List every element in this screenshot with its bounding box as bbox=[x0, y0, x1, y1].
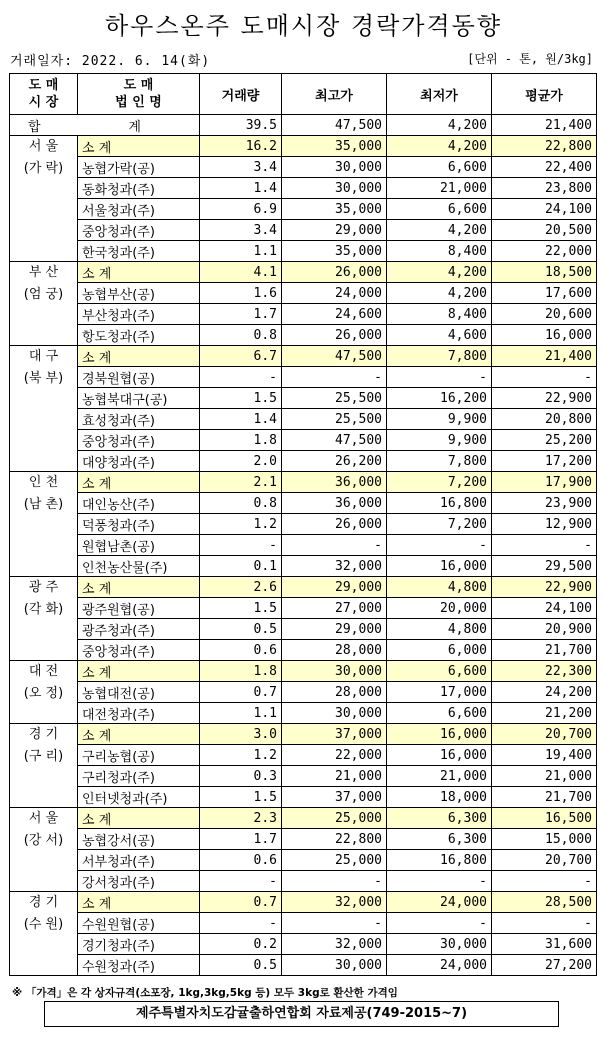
volume-cell: 1.6 bbox=[200, 283, 282, 304]
volume-cell: 3.4 bbox=[200, 157, 282, 178]
volume-cell: - bbox=[200, 367, 282, 388]
header-market-line2: 시 장 bbox=[28, 95, 59, 110]
market-name: 인 천 bbox=[28, 475, 59, 490]
min-price-cell: 21,000 bbox=[387, 766, 492, 787]
max-price-cell: 47,500 bbox=[282, 430, 387, 451]
volume-cell: 1.8 bbox=[200, 661, 282, 682]
min-price-cell: 24,000 bbox=[387, 892, 492, 913]
market-cell bbox=[10, 472, 78, 577]
corp-name: 소 계 bbox=[78, 346, 200, 367]
min-price-cell: 18,000 bbox=[387, 787, 492, 808]
avg-price-cell: - bbox=[492, 367, 597, 388]
avg-price-cell: - bbox=[492, 535, 597, 556]
subtotal-row bbox=[10, 808, 597, 829]
market-name: 서 울 bbox=[28, 139, 59, 154]
corp-name: 소 계 bbox=[78, 262, 200, 283]
corp-name: 구리청과(주) bbox=[78, 766, 200, 787]
min-price-cell: 8,400 bbox=[387, 304, 492, 325]
max-price-cell: 30,000 bbox=[282, 955, 387, 976]
avg-price-cell: 17,200 bbox=[492, 451, 597, 472]
min-price-cell: - bbox=[387, 367, 492, 388]
volume-cell: 1.5 bbox=[200, 787, 282, 808]
min-price-cell: 9,900 bbox=[387, 409, 492, 430]
avg-price-cell: 22,900 bbox=[492, 577, 597, 598]
corp-name: 인터넷청과(주) bbox=[78, 787, 200, 808]
table-row bbox=[10, 640, 597, 661]
avg-price-cell: 22,400 bbox=[492, 157, 597, 178]
avg-price-cell: 16,500 bbox=[492, 808, 597, 829]
avg-price-cell: 22,300 bbox=[492, 661, 597, 682]
volume-cell: 1.8 bbox=[200, 430, 282, 451]
corp-name: 효성청과(주) bbox=[78, 409, 200, 430]
header-market-line1: 도 매 bbox=[28, 78, 59, 93]
market-name: 대 전 bbox=[28, 664, 59, 679]
corp-name: 농협대전(공) bbox=[78, 682, 200, 703]
market-cell bbox=[10, 136, 78, 262]
max-price-cell: 47,500 bbox=[282, 346, 387, 367]
header-corp-line1: 도 매 bbox=[123, 78, 154, 93]
volume-cell: 1.5 bbox=[200, 388, 282, 409]
table-row bbox=[10, 514, 597, 535]
corp-name: 광주청과(주) bbox=[78, 619, 200, 640]
max-price-cell: 24,600 bbox=[282, 304, 387, 325]
min-price-cell: 4,200 bbox=[387, 262, 492, 283]
min-price-cell: 7,200 bbox=[387, 472, 492, 493]
subtotal-row bbox=[10, 262, 597, 283]
max-price-cell: 24,000 bbox=[282, 283, 387, 304]
avg-price-cell: 21,700 bbox=[492, 640, 597, 661]
market-cell bbox=[10, 724, 78, 808]
avg-price-cell: 23,800 bbox=[492, 178, 597, 199]
volume-cell: 2.3 bbox=[200, 808, 282, 829]
max-price-cell: 37,000 bbox=[282, 724, 387, 745]
max-price-cell: 35,000 bbox=[282, 241, 387, 262]
avg-price-cell: 20,900 bbox=[492, 619, 597, 640]
table-row bbox=[10, 199, 597, 220]
total-row bbox=[10, 115, 597, 136]
max-price-cell: - bbox=[282, 871, 387, 892]
subtotal-row bbox=[10, 661, 597, 682]
corp-name: 소 계 bbox=[78, 577, 200, 598]
corp-name: 농협부산(공) bbox=[78, 283, 200, 304]
table-row bbox=[10, 493, 597, 514]
avg-price-cell: 19,400 bbox=[492, 745, 597, 766]
table-row bbox=[10, 745, 597, 766]
table-row bbox=[10, 787, 597, 808]
max-price-cell: - bbox=[282, 367, 387, 388]
table-row bbox=[10, 766, 597, 787]
volume-cell: 1.1 bbox=[200, 241, 282, 262]
max-price-cell: 30,000 bbox=[282, 157, 387, 178]
price-table bbox=[9, 73, 597, 976]
min-price-cell: 16,200 bbox=[387, 388, 492, 409]
volume-cell: 0.5 bbox=[200, 955, 282, 976]
corp-name: 중앙청과(주) bbox=[78, 220, 200, 241]
min-price-cell: 4,200 bbox=[387, 220, 492, 241]
volume-cell: 0.6 bbox=[200, 640, 282, 661]
max-price-cell: 36,000 bbox=[282, 493, 387, 514]
max-price-cell: 28,000 bbox=[282, 640, 387, 661]
market-cell bbox=[10, 577, 78, 661]
corp-name: 대양청과(주) bbox=[78, 451, 200, 472]
avg-price-cell: - bbox=[492, 871, 597, 892]
min-price-cell: 16,800 bbox=[387, 850, 492, 871]
avg-price-cell: - bbox=[492, 913, 597, 934]
max-price-cell: 35,000 bbox=[282, 199, 387, 220]
min-price-cell: 7,800 bbox=[387, 451, 492, 472]
corp-name: 수원원협(공) bbox=[78, 913, 200, 934]
max-price-cell: 26,000 bbox=[282, 514, 387, 535]
min-price-cell: 4,200 bbox=[387, 136, 492, 157]
volume-cell: 1.5 bbox=[200, 598, 282, 619]
header-avg: 평균가 bbox=[492, 74, 597, 115]
market-area: (구 리) bbox=[23, 749, 64, 764]
market-cell bbox=[10, 661, 78, 724]
avg-price-cell: 29,500 bbox=[492, 556, 597, 577]
min-price-cell: 4,200 bbox=[387, 283, 492, 304]
table-row bbox=[10, 430, 597, 451]
max-price-cell: 25,000 bbox=[282, 850, 387, 871]
max-price-cell: 28,000 bbox=[282, 682, 387, 703]
avg-price-cell: 22,000 bbox=[492, 241, 597, 262]
market-cell bbox=[10, 262, 78, 346]
subtotal-row bbox=[10, 346, 597, 367]
table-row bbox=[10, 535, 597, 556]
min-price-cell: 16,800 bbox=[387, 493, 492, 514]
market-area: (가 락) bbox=[23, 161, 64, 176]
table-row bbox=[10, 934, 597, 955]
table-row bbox=[10, 157, 597, 178]
max-price-cell: 30,000 bbox=[282, 703, 387, 724]
volume-cell: - bbox=[200, 871, 282, 892]
max-price-cell: 36,000 bbox=[282, 472, 387, 493]
header-min: 최저가 bbox=[387, 74, 492, 115]
volume-cell: 0.8 bbox=[200, 325, 282, 346]
subtotal-row bbox=[10, 472, 597, 493]
volume-cell: 6.7 bbox=[200, 346, 282, 367]
table-row bbox=[10, 955, 597, 976]
corp-name: 소 계 bbox=[78, 808, 200, 829]
max-price-cell: 26,200 bbox=[282, 451, 387, 472]
market-name: 부 산 bbox=[28, 265, 59, 280]
header-volume: 거래량 bbox=[200, 74, 282, 115]
volume-cell: 6.9 bbox=[200, 199, 282, 220]
min-price-cell: 16,000 bbox=[387, 556, 492, 577]
min-price-cell: 17,000 bbox=[387, 682, 492, 703]
avg-price-cell: 28,500 bbox=[492, 892, 597, 913]
avg-price-cell: 27,200 bbox=[492, 955, 597, 976]
volume-cell: 1.7 bbox=[200, 304, 282, 325]
min-price-cell: 6,600 bbox=[387, 661, 492, 682]
min-price-cell: 4,800 bbox=[387, 577, 492, 598]
table-row bbox=[10, 409, 597, 430]
volume-cell: 3.0 bbox=[200, 724, 282, 745]
footnote: ※ 「가격」은 각 상자규격(소포장, 1kg,3kg,5kg 등) 모두 3kg로 환산한 가격임 bbox=[12, 987, 398, 999]
avg-price-cell: 23,900 bbox=[492, 493, 597, 514]
corp-name: 서울청과(주) bbox=[78, 199, 200, 220]
market-area: (오 정) bbox=[23, 686, 64, 701]
market-area: (엄 궁) bbox=[23, 287, 64, 302]
volume-cell: 0.7 bbox=[200, 682, 282, 703]
avg-price-cell: 15,000 bbox=[492, 829, 597, 850]
volume-cell: 4.1 bbox=[200, 262, 282, 283]
corp-name: 원협남촌(공) bbox=[78, 535, 200, 556]
table-row bbox=[10, 325, 597, 346]
avg-price-cell: 24,100 bbox=[492, 598, 597, 619]
corp-name: 소 계 bbox=[78, 724, 200, 745]
min-price-cell: 6,000 bbox=[387, 640, 492, 661]
min-price-cell: 21,000 bbox=[387, 178, 492, 199]
max-price-cell: 26,000 bbox=[282, 262, 387, 283]
market-name: 경 기 bbox=[28, 895, 59, 910]
max-price-cell: 30,000 bbox=[282, 661, 387, 682]
volume-cell: 2.6 bbox=[200, 577, 282, 598]
market-cell bbox=[10, 346, 78, 472]
min-price-cell: 4,800 bbox=[387, 619, 492, 640]
max-price-cell: 32,000 bbox=[282, 934, 387, 955]
avg-price-cell: 25,200 bbox=[492, 430, 597, 451]
max-price-cell: 26,000 bbox=[282, 325, 387, 346]
header-max: 최고가 bbox=[282, 74, 387, 115]
corp-name: 경북원협(공) bbox=[78, 367, 200, 388]
market-area: (수 원) bbox=[23, 917, 64, 932]
market-area: (각 화) bbox=[23, 602, 64, 617]
volume-cell: 1.1 bbox=[200, 703, 282, 724]
volume-cell: 3.4 bbox=[200, 220, 282, 241]
avg-price-cell: 21,700 bbox=[492, 787, 597, 808]
corp-name: 광주원협(공) bbox=[78, 598, 200, 619]
market-cell bbox=[10, 892, 78, 976]
min-price-cell: 6,600 bbox=[387, 157, 492, 178]
min-price-cell: 6,600 bbox=[387, 199, 492, 220]
avg-price-cell: 20,800 bbox=[492, 409, 597, 430]
table-row bbox=[10, 598, 597, 619]
market-area: (강 서) bbox=[23, 833, 64, 848]
avg-price-cell: 17,600 bbox=[492, 283, 597, 304]
avg-price-cell: 31,600 bbox=[492, 934, 597, 955]
table-row bbox=[10, 241, 597, 262]
max-price-cell: 25,500 bbox=[282, 388, 387, 409]
market-name: 대 구 bbox=[28, 349, 59, 364]
header-market bbox=[10, 74, 78, 115]
volume-cell: 16.2 bbox=[200, 136, 282, 157]
corp-name: 농협북대구(공) bbox=[78, 388, 200, 409]
table-row bbox=[10, 178, 597, 199]
max-price-cell: 25,500 bbox=[282, 409, 387, 430]
volume-cell: 1.2 bbox=[200, 745, 282, 766]
max-price-cell: 22,800 bbox=[282, 829, 387, 850]
avg-price-cell: 21,400 bbox=[492, 346, 597, 367]
subtotal-row bbox=[10, 577, 597, 598]
avg-price-cell: 16,000 bbox=[492, 325, 597, 346]
avg-price-cell: 21,200 bbox=[492, 703, 597, 724]
min-price-cell: 4,600 bbox=[387, 325, 492, 346]
corp-name: 농협가락(공) bbox=[78, 157, 200, 178]
avg-price-cell: 21,000 bbox=[492, 766, 597, 787]
max-price-cell: - bbox=[282, 913, 387, 934]
corp-name: 경기청과(주) bbox=[78, 934, 200, 955]
total-volume: 39.5 bbox=[200, 115, 282, 136]
max-price-cell: 32,000 bbox=[282, 892, 387, 913]
market-area: (남 촌) bbox=[23, 497, 64, 512]
corp-name: 한국청과(주) bbox=[78, 241, 200, 262]
corp-name: 농협강서(공) bbox=[78, 829, 200, 850]
volume-cell: - bbox=[200, 535, 282, 556]
table-row bbox=[10, 829, 597, 850]
total-max: 47,500 bbox=[282, 115, 387, 136]
table-row bbox=[10, 850, 597, 871]
min-price-cell: 20,000 bbox=[387, 598, 492, 619]
max-price-cell: 32,000 bbox=[282, 556, 387, 577]
corp-name: 소 계 bbox=[78, 661, 200, 682]
table-header-row bbox=[10, 74, 597, 115]
market-name: 광 주 bbox=[28, 580, 59, 595]
market-cell bbox=[10, 808, 78, 892]
avg-price-cell: 12,900 bbox=[492, 514, 597, 535]
table-row bbox=[10, 913, 597, 934]
volume-cell: 2.1 bbox=[200, 472, 282, 493]
subtotal-row bbox=[10, 724, 597, 745]
volume-cell: 1.4 bbox=[200, 409, 282, 430]
subtotal-row bbox=[10, 892, 597, 913]
avg-price-cell: 17,900 bbox=[492, 472, 597, 493]
max-price-cell: 27,000 bbox=[282, 598, 387, 619]
avg-price-cell: 22,900 bbox=[492, 388, 597, 409]
trade-date: 거래일자: 2022. 6. 14(화) bbox=[10, 54, 211, 69]
max-price-cell: 21,000 bbox=[282, 766, 387, 787]
table-row bbox=[10, 220, 597, 241]
corp-name: 구리농협(공) bbox=[78, 745, 200, 766]
corp-name: 소 계 bbox=[78, 136, 200, 157]
corp-name: 강서청과(주) bbox=[78, 871, 200, 892]
subtotal-row bbox=[10, 136, 597, 157]
avg-price-cell: 18,500 bbox=[492, 262, 597, 283]
min-price-cell: - bbox=[387, 913, 492, 934]
avg-price-cell: 20,600 bbox=[492, 304, 597, 325]
total-label: 합 계 bbox=[10, 115, 200, 136]
max-price-cell: 29,000 bbox=[282, 619, 387, 640]
min-price-cell: 30,000 bbox=[387, 934, 492, 955]
table-row bbox=[10, 388, 597, 409]
corp-name: 동화청과(주) bbox=[78, 178, 200, 199]
max-price-cell: 29,000 bbox=[282, 220, 387, 241]
volume-cell: 0.3 bbox=[200, 766, 282, 787]
table-row bbox=[10, 283, 597, 304]
min-price-cell: 16,000 bbox=[387, 745, 492, 766]
max-price-cell: 22,000 bbox=[282, 745, 387, 766]
min-price-cell: 24,000 bbox=[387, 955, 492, 976]
unit-label: [단위 - 톤, 원/3kg] bbox=[467, 52, 593, 66]
avg-price-cell: 24,100 bbox=[492, 199, 597, 220]
corp-name: 대인농산(주) bbox=[78, 493, 200, 514]
table-row bbox=[10, 451, 597, 472]
volume-cell: 1.4 bbox=[200, 178, 282, 199]
page-title: 하우스온주 도매시장 경락가격동향 bbox=[104, 12, 503, 40]
table-row bbox=[10, 871, 597, 892]
corp-name: 수원청과(주) bbox=[78, 955, 200, 976]
volume-cell: 0.7 bbox=[200, 892, 282, 913]
min-price-cell: 7,200 bbox=[387, 514, 492, 535]
corp-name: 부산청과(주) bbox=[78, 304, 200, 325]
max-price-cell: 29,000 bbox=[282, 577, 387, 598]
max-price-cell: 25,000 bbox=[282, 808, 387, 829]
table-row bbox=[10, 367, 597, 388]
min-price-cell: 9,900 bbox=[387, 430, 492, 451]
min-price-cell: 7,800 bbox=[387, 346, 492, 367]
market-area: (북 부) bbox=[23, 371, 64, 386]
volume-cell: 1.7 bbox=[200, 829, 282, 850]
max-price-cell: - bbox=[282, 535, 387, 556]
table-row bbox=[10, 619, 597, 640]
volume-cell: 0.8 bbox=[200, 493, 282, 514]
avg-price-cell: 20,700 bbox=[492, 850, 597, 871]
max-price-cell: 35,000 bbox=[282, 136, 387, 157]
max-price-cell: 37,000 bbox=[282, 787, 387, 808]
volume-cell: 0.6 bbox=[200, 850, 282, 871]
corp-name: 중앙청과(주) bbox=[78, 430, 200, 451]
avg-price-cell: 20,700 bbox=[492, 724, 597, 745]
min-price-cell: 6,300 bbox=[387, 829, 492, 850]
corp-name: 덕풍청과(주) bbox=[78, 514, 200, 535]
table-row bbox=[10, 703, 597, 724]
volume-cell: 1.2 bbox=[200, 514, 282, 535]
min-price-cell: 8,400 bbox=[387, 241, 492, 262]
source-box: 제주특별자치도감귤출하연합회 자료제공(749-2015~7) bbox=[44, 1001, 559, 1027]
table-row bbox=[10, 304, 597, 325]
header-corp-line2: 법 인 명 bbox=[115, 95, 162, 110]
min-price-cell: 16,000 bbox=[387, 724, 492, 745]
avg-price-cell: 22,800 bbox=[492, 136, 597, 157]
volume-cell: 0.2 bbox=[200, 934, 282, 955]
corp-name: 서부청과(주) bbox=[78, 850, 200, 871]
min-price-cell: - bbox=[387, 871, 492, 892]
volume-cell: 0.5 bbox=[200, 619, 282, 640]
corp-name: 대전청과(주) bbox=[78, 703, 200, 724]
avg-price-cell: 24,200 bbox=[492, 682, 597, 703]
table-row bbox=[10, 682, 597, 703]
market-name: 경 기 bbox=[28, 727, 59, 742]
min-price-cell: 6,600 bbox=[387, 703, 492, 724]
total-avg: 21,400 bbox=[492, 115, 597, 136]
total-min: 4,200 bbox=[387, 115, 492, 136]
table-row bbox=[10, 556, 597, 577]
corp-name: 항도청과(주) bbox=[78, 325, 200, 346]
min-price-cell: 6,300 bbox=[387, 808, 492, 829]
market-name: 서 울 bbox=[28, 811, 59, 826]
max-price-cell: 30,000 bbox=[282, 178, 387, 199]
min-price-cell: - bbox=[387, 535, 492, 556]
header-corp bbox=[78, 74, 200, 115]
volume-cell: - bbox=[200, 913, 282, 934]
corp-name: 소 계 bbox=[78, 472, 200, 493]
avg-price-cell: 20,500 bbox=[492, 220, 597, 241]
volume-cell: 2.0 bbox=[200, 451, 282, 472]
corp-name: 소 계 bbox=[78, 892, 200, 913]
corp-name: 중앙청과(주) bbox=[78, 640, 200, 661]
volume-cell: 0.1 bbox=[200, 556, 282, 577]
corp-name: 인천농산물(주) bbox=[78, 556, 200, 577]
